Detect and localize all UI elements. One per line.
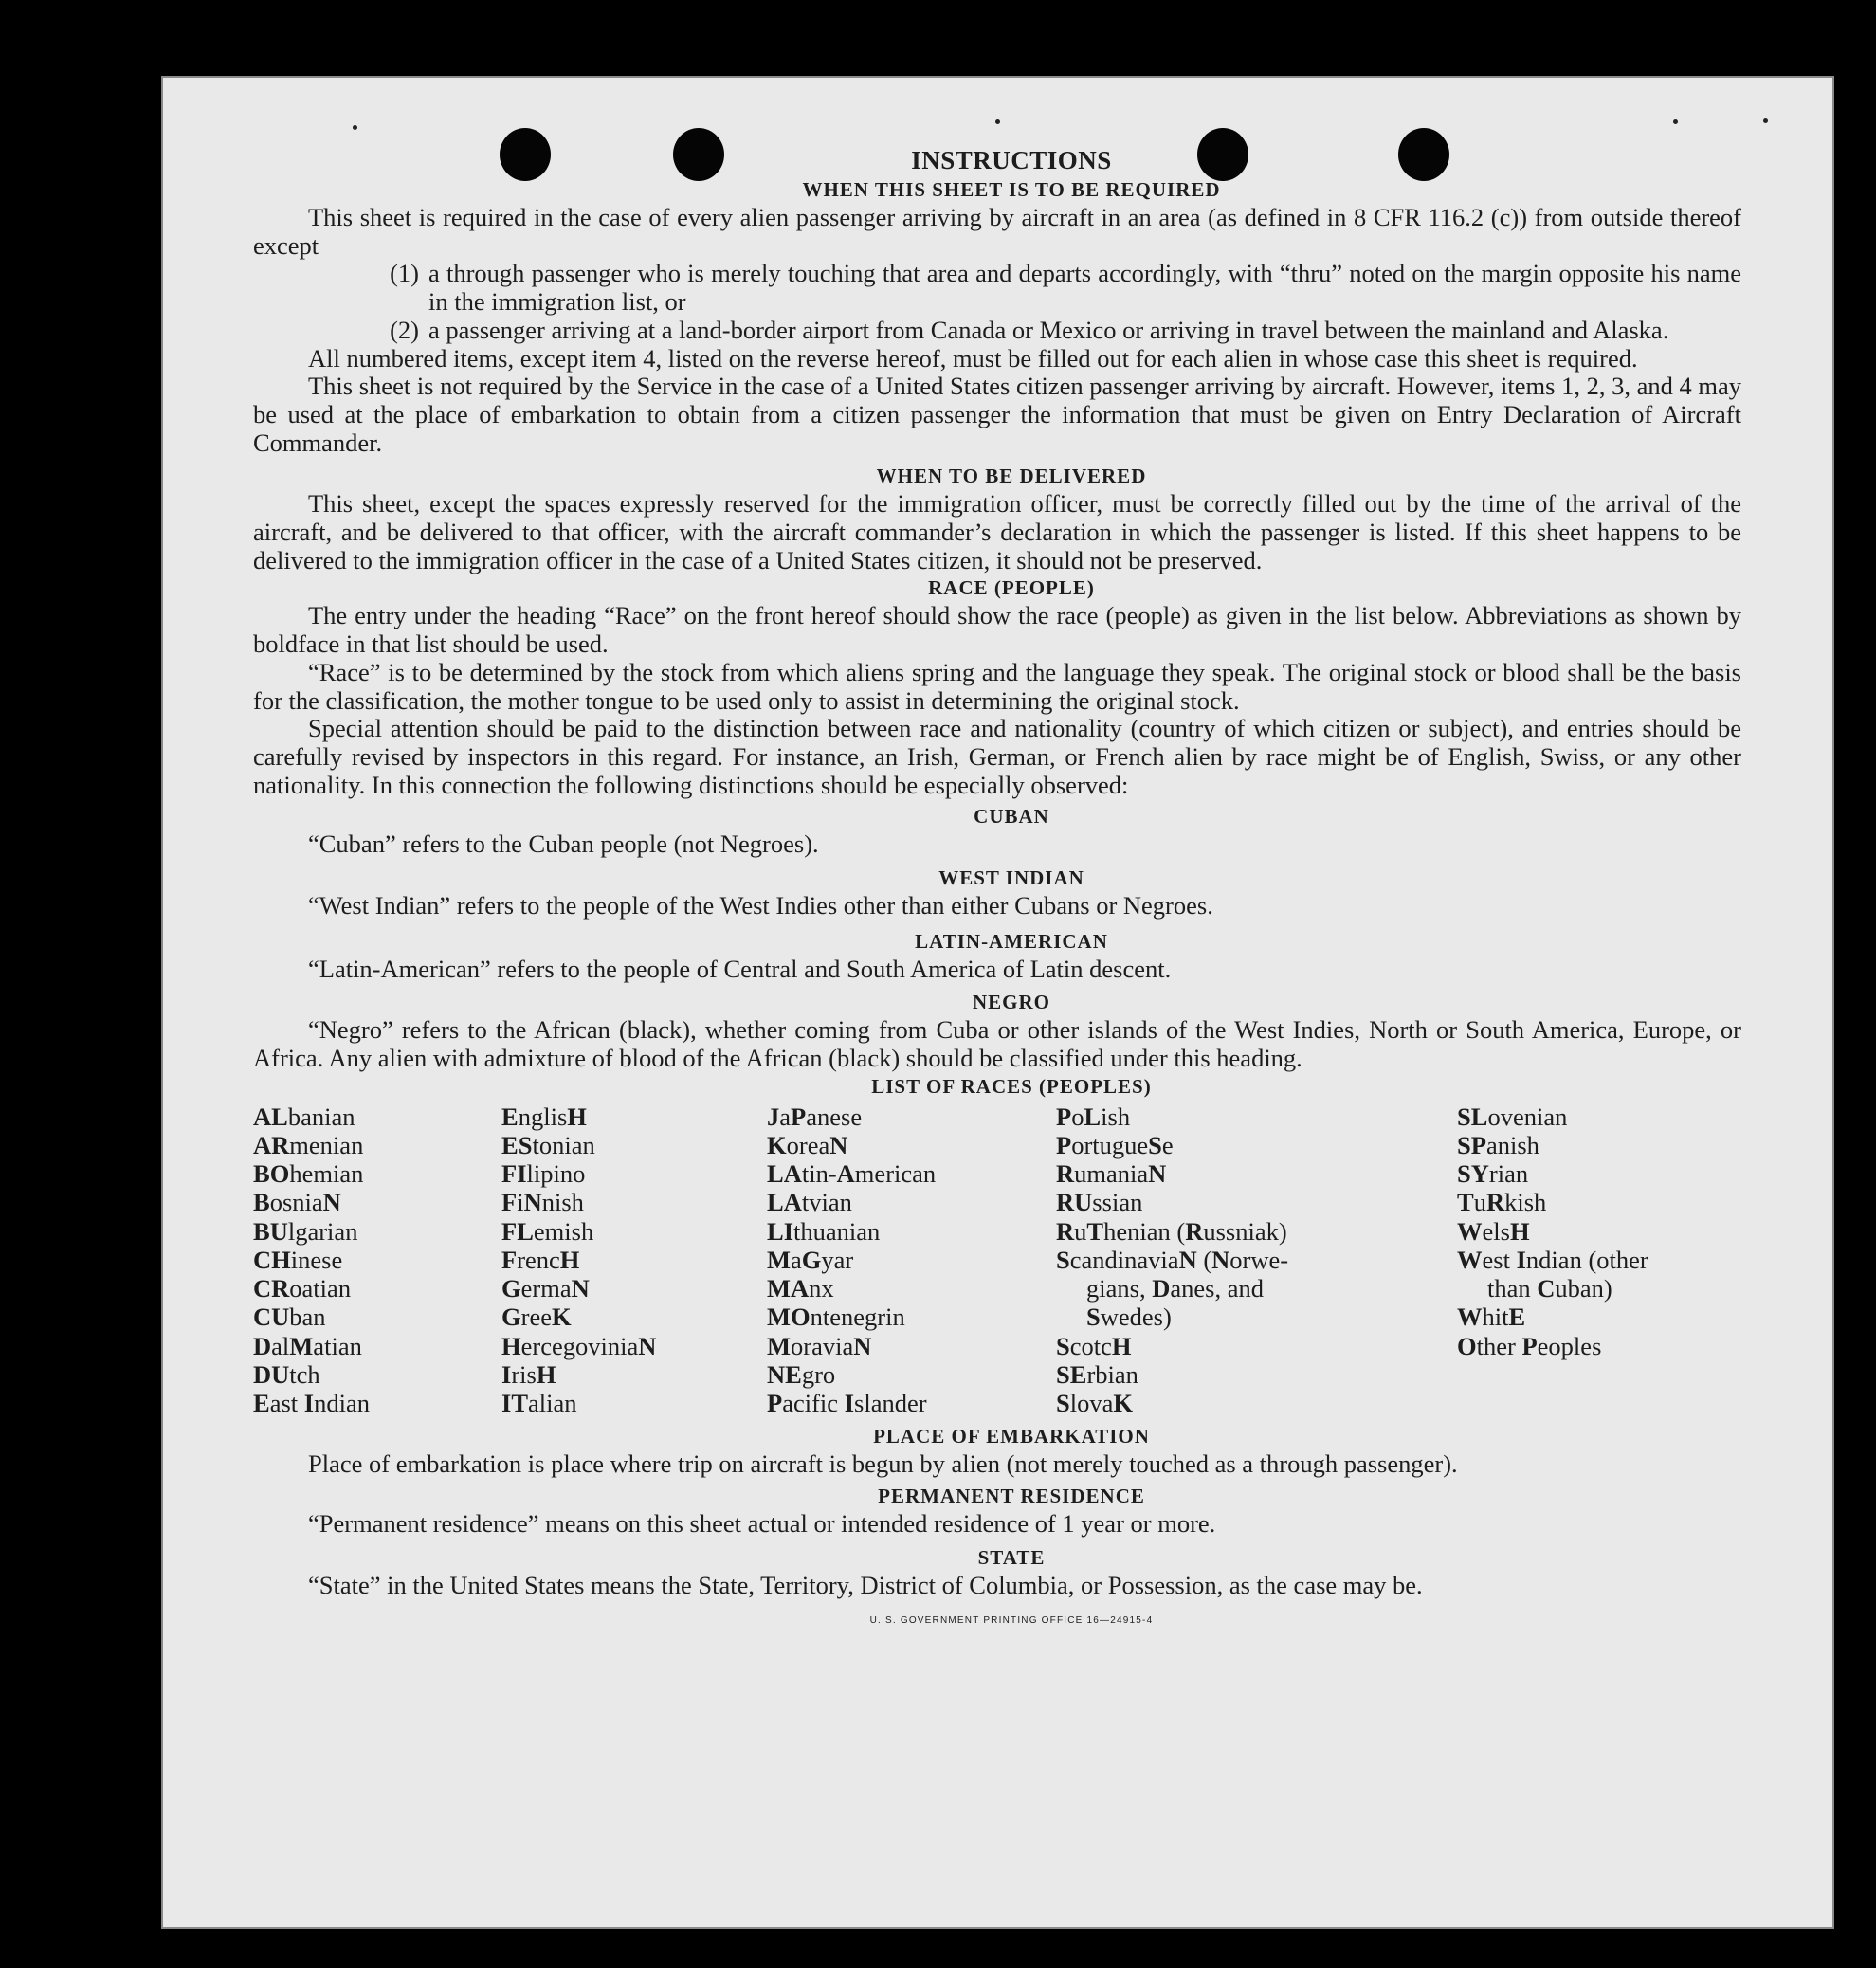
race-item: ITalian [501, 1388, 577, 1417]
race-para1: The entry under the heading “Race” on the front hereof should show the race (people) as given in the list below. Abbreviations as shown by boldface in that list should be used. [253, 601, 1741, 659]
heading-state: STATE [977, 1545, 1046, 1569]
printer-imprint: U. S. GOVERNMENT PRINTING OFFICE 16—24915-4 [869, 1615, 1154, 1627]
race-item: SPanish [1457, 1131, 1539, 1160]
race-para3: Special attention should be paid to the distinction between race and nationality (country of which citizen or subject), and entries should be carefully revised by inspectors in this regard. For instance, an Irish, German, or French alien by race might be of English, Swiss, or any other nationality. In this connection the following distinctions should be especially observed: [253, 714, 1741, 799]
required-para2: All numbered items, except item 4, listed on the reverse hereof, must be filled out for each alien in whose case this sheet is required. [308, 343, 1638, 373]
race-item: CRoatian [253, 1274, 352, 1303]
negro-text: “Negro” refers to the African (black), whether coming from Cuba or other islands of the West Indies, North or South America, Europe, or Africa. Any alien with admixture of blood of the African (black) should be classified under this heading. [253, 1015, 1741, 1073]
race-item: IrisH [501, 1359, 556, 1389]
speck [995, 119, 1000, 124]
race-item: West Indian (other [1457, 1245, 1648, 1274]
race-list [253, 1102, 1741, 1417]
race-item: Other Peoples [1457, 1331, 1602, 1360]
heading-negro: NEGRO [972, 991, 1050, 1014]
race-item: DalMatian [253, 1331, 362, 1360]
race-item: RumaniaN [1056, 1159, 1167, 1189]
race-item: BOhemian [253, 1159, 364, 1189]
race-item: EnglisH [501, 1102, 587, 1131]
race-item: RUssian [1056, 1188, 1143, 1217]
race-column [1457, 1102, 1741, 1417]
west-indian-text: “West Indian” refers to the people of the West Indies other than either Cubans or Negroes. [308, 891, 1213, 920]
heading-list: LIST OF RACES (PEOPLES) [871, 1074, 1152, 1098]
race-item: PoLish [1056, 1102, 1131, 1131]
heading-latin-american: LATIN-AMERICAN [915, 929, 1108, 953]
race-item: ARmenian [253, 1131, 364, 1160]
race-item: SYrian [1457, 1159, 1529, 1189]
race-item: PortugueSe [1056, 1131, 1174, 1160]
cuban-text: “Cuban” refers to the Cuban people (not Negroes). [308, 829, 819, 859]
race-item: LAtin-American [767, 1159, 937, 1189]
race-item: MAnx [767, 1274, 834, 1303]
race-column [767, 1102, 1056, 1417]
race-item: WelsH [1457, 1216, 1530, 1246]
race-column [1056, 1102, 1457, 1417]
item-number: (2) [390, 315, 419, 344]
state-text: “State” in the United States means the State, Territory, District of Columbia, or Possession, as the case may be. [308, 1570, 1423, 1599]
race-item: GermaN [501, 1274, 590, 1303]
required-para3: This sheet is not required by the Service in the case of a United States citizen passenger arriving by aircraft. However, items 1, 2, 3, and 4 may be used at the place of embarkation to obtain from a citizen passenger the information that must be given on Entry Declaration of Aircraft Commander. [253, 372, 1741, 457]
page-title: INSTRUCTIONS [911, 146, 1112, 174]
item-text: a through passenger who is merely touching that area and departs accordingly, with “thru” noted on the margin opposite his name in the immigration list, or [428, 259, 1741, 317]
race-item: MaGyar [767, 1245, 854, 1274]
race-item-continued: Swedes) [1086, 1303, 1172, 1332]
race-item: CHinese [253, 1245, 343, 1274]
residence-text: “Permanent residence” means on this sheet actual or intended residence of 1 year or more. [308, 1508, 1216, 1538]
race-item: SlovaK [1056, 1388, 1134, 1417]
race-item: RuThenian (Russniak) [1056, 1216, 1287, 1246]
race-item: Pacific Islander [767, 1388, 927, 1417]
item-number: (1) [390, 259, 419, 288]
race-item-continued: than Cuban) [1487, 1274, 1612, 1303]
heading-delivered: WHEN TO BE DELIVERED [876, 465, 1147, 488]
instructions-text [253, 144, 1741, 1635]
race-item: LAtvian [767, 1188, 852, 1217]
exception-item [253, 260, 1741, 316]
heading-required: WHEN THIS SHEET IS TO BE REQUIRED [802, 178, 1221, 201]
heading-cuban: CUBAN [974, 805, 1049, 829]
speck [353, 125, 357, 130]
race-column [253, 1102, 501, 1417]
race-item: HercegoviniaN [501, 1331, 657, 1360]
race-item: FLemish [501, 1216, 594, 1246]
item-text: a passenger arriving at a land-border airport from Canada or Mexico or arriving in travel between the mainland and Alaska. [428, 315, 1669, 344]
race-item: FiNnish [501, 1188, 584, 1217]
speck [1673, 119, 1678, 124]
race-item: MoraviaN [767, 1331, 872, 1360]
race-item: ScotcH [1056, 1331, 1132, 1360]
heading-embarkation: PLACE OF EMBARKATION [873, 1425, 1150, 1449]
race-item: EStonian [501, 1131, 595, 1160]
embarkation-text: Place of embarkation is place where trip on aircraft is begun by alien (not merely touched as a through passenger). [308, 1449, 1458, 1479]
heading-west-indian: WEST INDIAN [938, 866, 1084, 890]
race-item: GreeK [501, 1303, 572, 1332]
exception-item [253, 317, 1741, 345]
required-intro: This sheet is required in the case of every alien passenger arriving by aircraft in an area (as defined in 8 CFR 116.2 (c)) from outside thereof except [253, 203, 1741, 260]
race-item: FIlipino [501, 1159, 586, 1189]
race-item: DUtch [253, 1359, 320, 1389]
race-item-continued: gians, Danes, and [1086, 1274, 1264, 1303]
speck [1763, 118, 1768, 123]
race-item: FrencH [501, 1245, 580, 1274]
heading-race: RACE (PEOPLE) [928, 576, 1095, 600]
race-item: CUban [253, 1303, 326, 1332]
latin-american-text: “Latin-American” refers to the people of Central and South America of Latin descent. [308, 954, 1172, 983]
race-column [501, 1102, 767, 1417]
document-sheet [161, 76, 1834, 1929]
race-item: BUlgarian [253, 1216, 358, 1246]
race-para2: “Race” is to be determined by the stock from which aliens spring and the language they speak. The original stock or blood shall be the basis for the classification, the mother tongue to be used only to assist in determining the original stock. [253, 657, 1741, 715]
race-item: East Indian [253, 1388, 370, 1417]
race-item: SErbian [1056, 1359, 1138, 1389]
race-item: NEgro [767, 1359, 836, 1389]
race-item: ALbanian [253, 1102, 355, 1131]
race-item: ScandinaviaN (Norwe- [1056, 1245, 1289, 1274]
delivered-text: This sheet, except the spaces expressly reserved for the immigration officer, must be correctly filled out by the time of the arrival of the aircraft, and be delivered to that officer, with the aircraft commander’s declaration in which the passenger is listed. If this sheet happens to be delivered to the immigration officer in the case of a United States citizen, it should not be preserved. [253, 489, 1741, 574]
race-item: KoreaN [767, 1131, 848, 1160]
heading-residence: PERMANENT RESIDENCE [878, 1484, 1145, 1507]
race-item: JaPanese [767, 1102, 863, 1131]
race-item: WhitE [1457, 1303, 1526, 1332]
race-item: TuRkish [1457, 1188, 1547, 1217]
race-item: LIthuanian [767, 1216, 881, 1246]
race-item: SLovenian [1457, 1102, 1568, 1131]
race-item: MOntenegrin [767, 1303, 905, 1332]
race-item: BosniaN [253, 1188, 341, 1217]
